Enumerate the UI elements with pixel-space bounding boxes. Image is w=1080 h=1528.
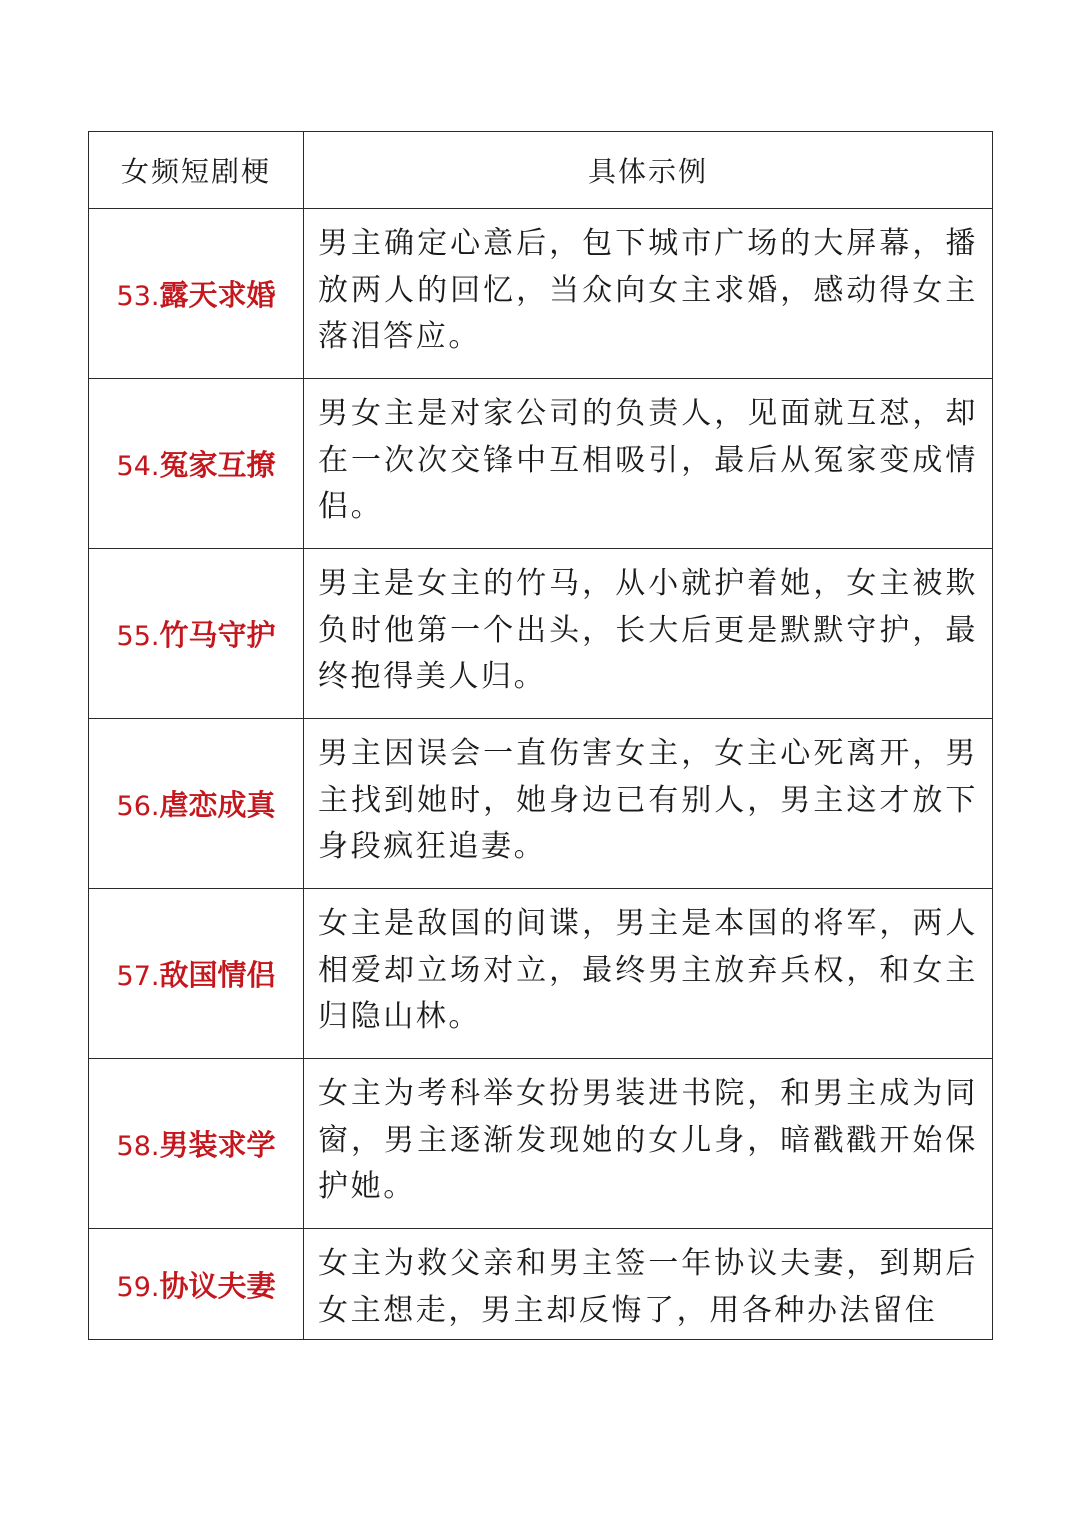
trope-name [89, 889, 304, 1059]
table-row [89, 719, 993, 889]
trope-label: 竹马守护 [159, 618, 276, 652]
table-row [89, 1059, 993, 1229]
header-trope: 女频短剧梗 [89, 132, 304, 209]
header-example: 具体示例 [304, 132, 993, 209]
trope-label: 露天求婚 [159, 278, 276, 312]
trope-name [89, 1229, 304, 1340]
trope-number: 58. [116, 1131, 160, 1162]
table-row [89, 1229, 993, 1340]
table-row [89, 209, 993, 379]
trope-example: 女主是敌国的间谍，男主是本国的将军，两人相爱却立场对立，最终男主放弃兵权，和女主归隐山林。 [304, 889, 993, 1059]
trope-example: 男主因误会一直伤害女主，女主心死离开，男主找到她时，她身边已有别人，男主这才放下身段疯狂追妻。 [304, 719, 993, 889]
trope-number: 56. [116, 791, 160, 822]
trope-name [89, 209, 304, 379]
trope-example: 男主确定心意后，包下城市广场的大屏幕，播放两人的回忆，当众向女主求婚，感动得女主落泪答应。 [304, 209, 993, 379]
trope-number: 54. [116, 451, 160, 482]
trope-label: 冤家互撩 [159, 448, 276, 482]
trope-number: 57. [116, 961, 160, 992]
trope-name [89, 719, 304, 889]
table-row [89, 549, 993, 719]
trope-example: 女主为考科举女扮男装进书院，和男主成为同窗，男主逐渐发现她的女儿身，暗戳戳开始保护她。 [304, 1059, 993, 1229]
trope-name [89, 1059, 304, 1229]
trope-number: 55. [116, 621, 160, 652]
trope-example: 女主为救父亲和男主签一年协议夫妻，到期后女主想走，男主却反悔了，用各种办法留住 [304, 1229, 993, 1340]
trope-name [89, 379, 304, 549]
table-row [89, 889, 993, 1059]
trope-table [88, 131, 993, 1340]
trope-label: 男装求学 [159, 1128, 276, 1162]
table-header-row [89, 132, 993, 209]
trope-number: 59. [116, 1271, 160, 1303]
trope-label: 虐恋成真 [159, 788, 276, 822]
trope-name [89, 549, 304, 719]
table-row [89, 379, 993, 549]
trope-number: 53. [116, 281, 160, 312]
trope-label: 协议夫妻 [159, 1268, 276, 1303]
trope-example: 男女主是对家公司的负责人，见面就互怼，却在一次次交锋中互相吸引，最后从冤家变成情侣。 [304, 379, 993, 549]
trope-example: 男主是女主的竹马，从小就护着她，女主被欺负时他第一个出头，长大后更是默默守护，最终抱得美人归。 [304, 549, 993, 719]
trope-label: 敌国情侣 [159, 958, 276, 992]
